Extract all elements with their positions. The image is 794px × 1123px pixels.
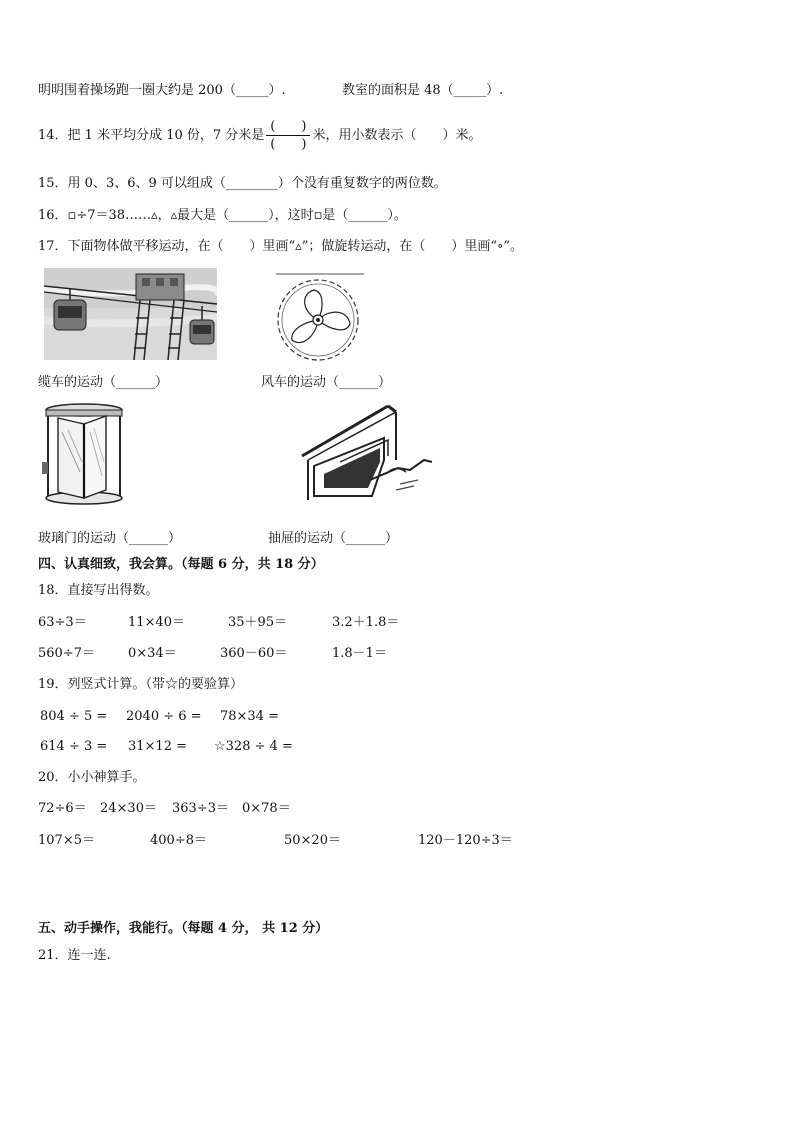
- question-14: [38, 118, 481, 153]
- q20-title: 20．小小神算手。: [38, 770, 146, 785]
- q19-r2-c1: 614 ÷ 3 =: [40, 739, 108, 754]
- q18-r2-c4: 1.8－1＝: [332, 646, 387, 661]
- windmill-picture: [272, 272, 364, 364]
- q13-left-text: 明明围着操场跑一圈大约是 200（_____）.: [38, 83, 286, 98]
- q14-fraction-numerator: ( ): [270, 119, 307, 134]
- question-17: 17．下面物体做平移运动，在（ ）里画“▵”；做旋转运动，在（ ）里画“∘”。: [38, 239, 524, 254]
- section-5-heading: 五、动手操作，我能行。（每题 4 分， 共 12 分）: [38, 921, 329, 936]
- q19-r2-c2: 31×12 =: [128, 739, 188, 754]
- q20-r2-c1: 107×5＝: [38, 833, 95, 848]
- q20-r2-c3: 50×20＝: [284, 833, 341, 848]
- q20-r2-c4: 120－120÷3＝: [418, 833, 513, 848]
- q19-r2-c3: ☆328 ÷ 4 =: [214, 739, 293, 754]
- q18-r1-c1: 63÷3＝: [38, 615, 87, 630]
- q13-right-text: 教室的面积是 48（_____）.: [342, 83, 504, 98]
- q18-r1-c4: 3.2＋1.8＝: [332, 615, 400, 630]
- q20-r1-c3: 363÷3＝: [172, 801, 229, 816]
- q14-fraction-denominator: ( ): [270, 137, 307, 152]
- q20-r2-c2: 400÷8＝: [150, 833, 207, 848]
- q19-r1-c2: 2040 ÷ 6 =: [126, 709, 202, 724]
- q18-title: 18．直接写出得数。: [38, 583, 159, 598]
- q18-r1-c2: 11×40＝: [128, 615, 185, 630]
- question-15: 15．用 0、3、6、9 可以组成（________）个没有重复数字的两位数。: [38, 176, 447, 191]
- windmill-label: 风车的运动（______）: [261, 375, 392, 390]
- q19-r1-c1: 804 ÷ 5 =: [40, 709, 108, 724]
- glass-door-picture: [40, 402, 128, 506]
- drawer-label: 抽屉的运动（______）: [268, 531, 399, 546]
- q18-r2-c2: 0×34＝: [128, 646, 177, 661]
- glass-door-label: 玻璃门的运动（______）: [38, 531, 182, 546]
- q18-r1-c3: 35＋95＝: [228, 615, 288, 630]
- drawer-picture: [300, 404, 440, 500]
- q14-suffix: 米，用小数表示（ ）米。: [312, 128, 482, 143]
- q20-r1-c1: 72÷6＝: [38, 801, 87, 816]
- cable-car-picture: [44, 268, 217, 360]
- q20-r1-c4: 0×78＝: [242, 801, 291, 816]
- q19-r1-c3: 78×34 =: [220, 709, 280, 724]
- q14-prefix: 14．把 1 米平均分成 10 份，7 分米是: [38, 128, 265, 143]
- question-21: 21．连一连.: [38, 948, 111, 963]
- q20-r1-c2: 24×30＝: [100, 801, 157, 816]
- cable-car-label: 缆车的运动（______）: [38, 375, 169, 390]
- q14-fraction: [266, 118, 310, 153]
- q18-r2-c3: 360－60＝: [220, 646, 288, 661]
- section-4-heading: 四、认真细致，我会算。（每题 6 分，共 18 分）: [38, 557, 324, 572]
- q18-r2-c1: 560÷7＝: [38, 646, 95, 661]
- question-16: 16．▫÷7＝38……▵，▵最大是（______），这时▫是（______）。: [38, 208, 407, 223]
- q19-title: 19．列竖式计算。（带☆的要验算）: [38, 677, 244, 692]
